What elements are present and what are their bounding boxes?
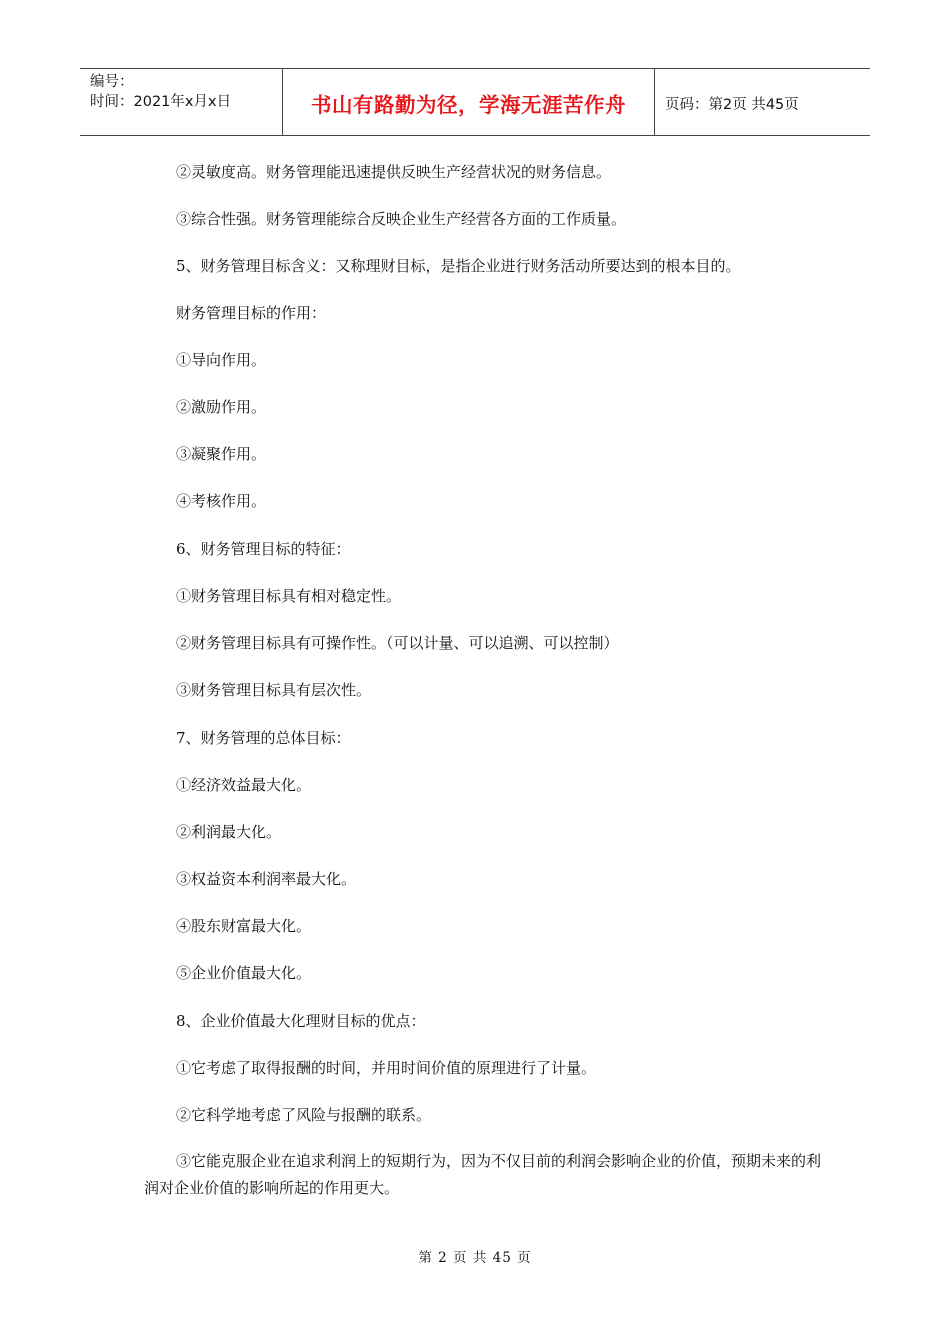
text-line: ③凝聚作用。	[176, 445, 267, 463]
text-line: ②利润最大化。	[176, 823, 282, 841]
text-line: 8、企业价值最大化理财目标的优点：	[176, 1012, 426, 1030]
text-line: 7、财务管理的总体目标：	[176, 729, 351, 747]
header-motto: 书山有路勤为径，学海无涯苦作舟	[282, 69, 655, 135]
text-line: ③权益资本利润率最大化。	[176, 870, 357, 888]
page-header	[80, 68, 870, 136]
text-line: ①财务管理目标具有相对稳定性。	[176, 587, 402, 605]
page-footer: 第 2 页 共 45 页	[418, 1250, 532, 1266]
text-line: ①导向作用。	[176, 351, 267, 369]
text-line: ②财务管理目标具有可操作性。（可以计量、可以追溯、可以控制）	[176, 634, 619, 652]
header-page-info: 页码：第2页 共45页	[665, 96, 799, 113]
text-line: ⑤企业价值最大化。	[176, 964, 312, 982]
text-paragraph: ③它能克服企业在追求利润上的短期行为，因为不仅目前的利润会影响企业的价值，预期未来的利润对企业价值的影响所起的作用更大。	[144, 1152, 822, 1197]
document-time: 时间：2021年x月x日	[90, 94, 232, 110]
text-line: ②激励作用。	[176, 398, 267, 416]
text-line: ④考核作用。	[176, 492, 267, 510]
text-line: 5、财务管理目标含义：又称理财目标，是指企业进行财务活动所要达到的根本目的。	[176, 257, 741, 275]
header-meta	[80, 69, 282, 135]
text-line: ④股东财富最大化。	[176, 917, 312, 935]
text-line: ③综合性强。财务管理能综合反映企业生产经营各方面的工作质量。	[176, 210, 627, 228]
text-line: 6、财务管理目标的特征：	[176, 540, 351, 558]
text-line: ①经济效益最大化。	[176, 776, 312, 794]
text-line: ③财务管理目标具有层次性。	[176, 681, 372, 699]
document-number: 编号：	[90, 74, 134, 90]
text-line: 财务管理目标的作用：	[176, 304, 327, 322]
text-line: ②灵敏度高。财务管理能迅速提供反映生产经营状况的财务信息。	[176, 163, 612, 181]
text-line: ①它考虑了取得报酬的时间，并用时间价值的原理进行了计量。	[176, 1059, 597, 1077]
text-line: ②它科学地考虑了风险与报酬的联系。	[176, 1106, 432, 1124]
